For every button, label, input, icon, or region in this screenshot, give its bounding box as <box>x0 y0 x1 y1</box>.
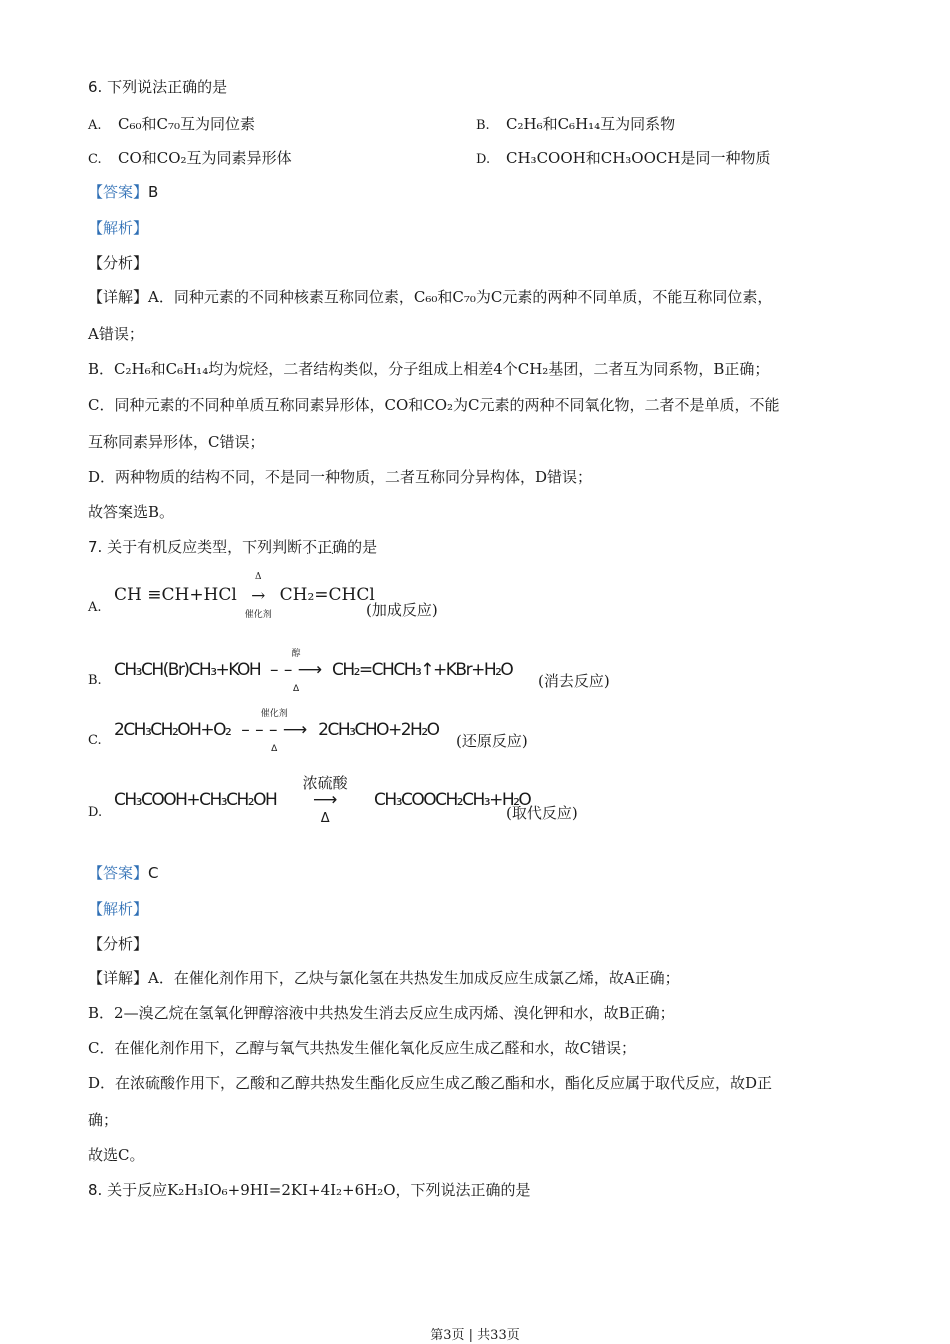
q7-stem: 7. 关于有机反应类型，下列判断不正确 · · ·的是 <box>88 536 377 557</box>
q6-option-a: A. C₆₀和C₇₀互为同位素 <box>88 115 256 133</box>
q7-reaction-a: A. CH ≡CH+HCl Δ → 催化剂 CH₂=CHCl (加成反应) <box>88 571 438 620</box>
q7-detail-6: 故选C。 <box>88 1146 145 1164</box>
q7-fenxi: 【分析】 <box>88 935 149 953</box>
emphasis-dots: 不正确 · · · <box>302 538 347 556</box>
page-footer: 第3页 | 共33页 <box>430 1328 520 1343</box>
q6-option-d: D. CH₃COOH和CH₃OOCH是同一种物质 <box>476 149 771 167</box>
q6-fenxi: 【分析】 <box>88 254 149 272</box>
q6-option-c: C. CO和CO₂互为同素异形体 <box>88 149 292 167</box>
q7-answer: 【答案】C <box>88 864 159 882</box>
q6-detail-4: C．同种元素的不同种单质互称同素异形体，CO和CO₂为C元素的两种不同氧化物，二者不是单质，不能 <box>88 396 780 414</box>
q7-jiexi: 【解析】 <box>88 900 149 918</box>
q7-detail-2: B．2—溴乙烷在氢氧化钾醇溶液中共热发生消去反应生成丙烯、溴化钾和水，故B正确； <box>88 1004 675 1022</box>
q6-option-b: B. C₂H₆和C₆H₁₄互为同系物 <box>476 115 676 133</box>
q6-detail-7: 故答案选B。 <box>88 503 175 521</box>
q6-detail-2: A错误； <box>88 325 144 343</box>
q7-detail-3: C．在催化剂作用下，乙醇与氧气共热发生催化氧化反应生成乙醛和水，故C错误； <box>88 1039 636 1057</box>
q8-stem: 8. 关于反应K₂H₃IO₆+9HI=2KI+4I₂+6H₂O，下列说法正确的是 <box>88 1181 531 1199</box>
q7-reaction-c: C. 2CH₃CH₂OH+O₂ 催化剂 – – – ⟶ Δ 2CH₃CHO+2H₂O (还原反应) <box>88 709 528 754</box>
q7-detail-5: 确； <box>88 1111 119 1129</box>
q7-reaction-b: B. CH₃CH(Br)CH₃+KOH 醇 – – ⟶ Δ CH₂=CHCH₃↑+KBr+H₂O (消去反应) <box>88 649 610 694</box>
q7-detail-4: D．在浓硫酸作用下，乙酸和乙醇共热发生酯化反应生成乙酸乙酯和水，酯化反应属于取代反应，故D正 <box>88 1074 773 1092</box>
q6-jiexi: 【解析】 <box>88 219 149 237</box>
q6-detail-5: 互称同素异形体，C错误； <box>88 433 265 451</box>
q6-detail-6: D．两种物质的结构不同，不是同一种物质，二者互称同分异构体，D错误； <box>88 468 593 486</box>
q7-detail-1: 【详解】A．在催化剂作用下，乙炔与氯化氢在共热发生加成反应生成氯乙烯，故A正确； <box>88 969 680 987</box>
q6-detail-3: B．C₂H₆和C₆H₁₄均为烷烃，二者结构类似，分子组成上相差4个CH₂基团，二者互为同系物，B正确； <box>88 360 770 378</box>
q6-detail-1: 【详解】A．同种元素的不同种核素互称同位素，C₆₀和C₇₀为C元素的两种不同单质，不能互称同位素， <box>88 288 773 306</box>
q6-stem: 6. 下列说法正确的是 <box>88 78 228 96</box>
q7-reaction-d: D. CH₃COOH+CH₃CH₂OH 浓硫酸 ⟶ Δ CH₃COOCH₂CH₃+H₂O (取代反应) <box>88 774 578 826</box>
q6-answer: 【答案】B <box>88 183 159 201</box>
